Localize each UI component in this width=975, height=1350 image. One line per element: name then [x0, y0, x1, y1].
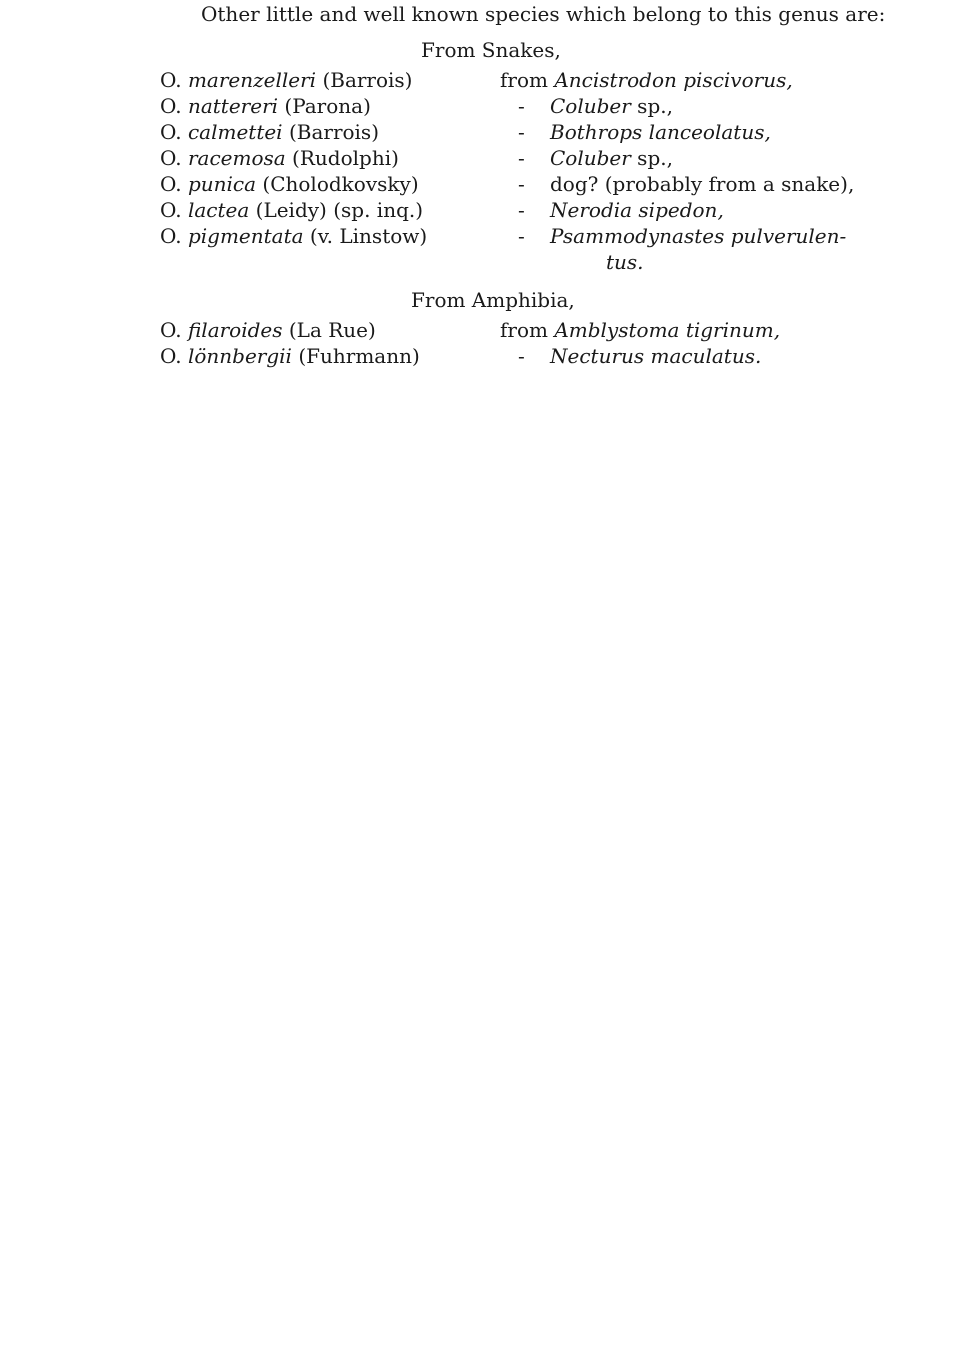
- host-entry: Necturus maculatus.: [550, 344, 762, 368]
- species-entry: O. punica (Cholodkovsky): [160, 172, 419, 196]
- host-entry: Coluber sp.,: [550, 146, 673, 170]
- host-continuation: tus.: [606, 250, 644, 274]
- ditto-dash: -: [518, 224, 525, 248]
- species-entry: O. pigmentata (v. Linstow): [160, 224, 428, 248]
- host-entry: Psammodynastes pulverulen-: [550, 224, 847, 248]
- ditto-dash: -: [518, 172, 525, 196]
- species-entry: O. racemosa (Rudolphi): [160, 146, 399, 170]
- host-entry: Nerodia sipedon,: [550, 198, 724, 222]
- host-entry: from Ancistrodon piscivorus,: [500, 68, 793, 92]
- ditto-dash: -: [518, 198, 525, 222]
- species-entry: O. lönnbergii (Fuhrmann): [160, 344, 420, 368]
- intro-sentence: Other little and well known species which belong to this genus are:: [201, 2, 886, 26]
- host-entry: Coluber sp.,: [550, 94, 673, 118]
- ditto-dash: -: [518, 94, 525, 118]
- species-entry: O. nattereri (Parona): [160, 94, 371, 118]
- species-entry: O. calmettei (Barrois): [160, 120, 380, 144]
- species-entry: O. filaroides (La Rue): [160, 318, 376, 342]
- section-heading-amphibia: From Amphibia,: [411, 288, 575, 312]
- section-heading-snakes: From Snakes,: [421, 38, 561, 62]
- host-entry: from Amblystoma tigrinum,: [500, 318, 781, 342]
- host-entry: dog? (probably from a snake),: [550, 172, 855, 196]
- species-entry: O. marenzelleri (Barrois): [160, 68, 413, 92]
- ditto-dash: -: [518, 344, 525, 368]
- host-entry: Bothrops lanceolatus,: [550, 120, 771, 144]
- ditto-dash: -: [518, 120, 525, 144]
- species-entry: O. lactea (Leidy) (sp. inq.): [160, 198, 424, 222]
- ditto-dash: -: [518, 146, 525, 170]
